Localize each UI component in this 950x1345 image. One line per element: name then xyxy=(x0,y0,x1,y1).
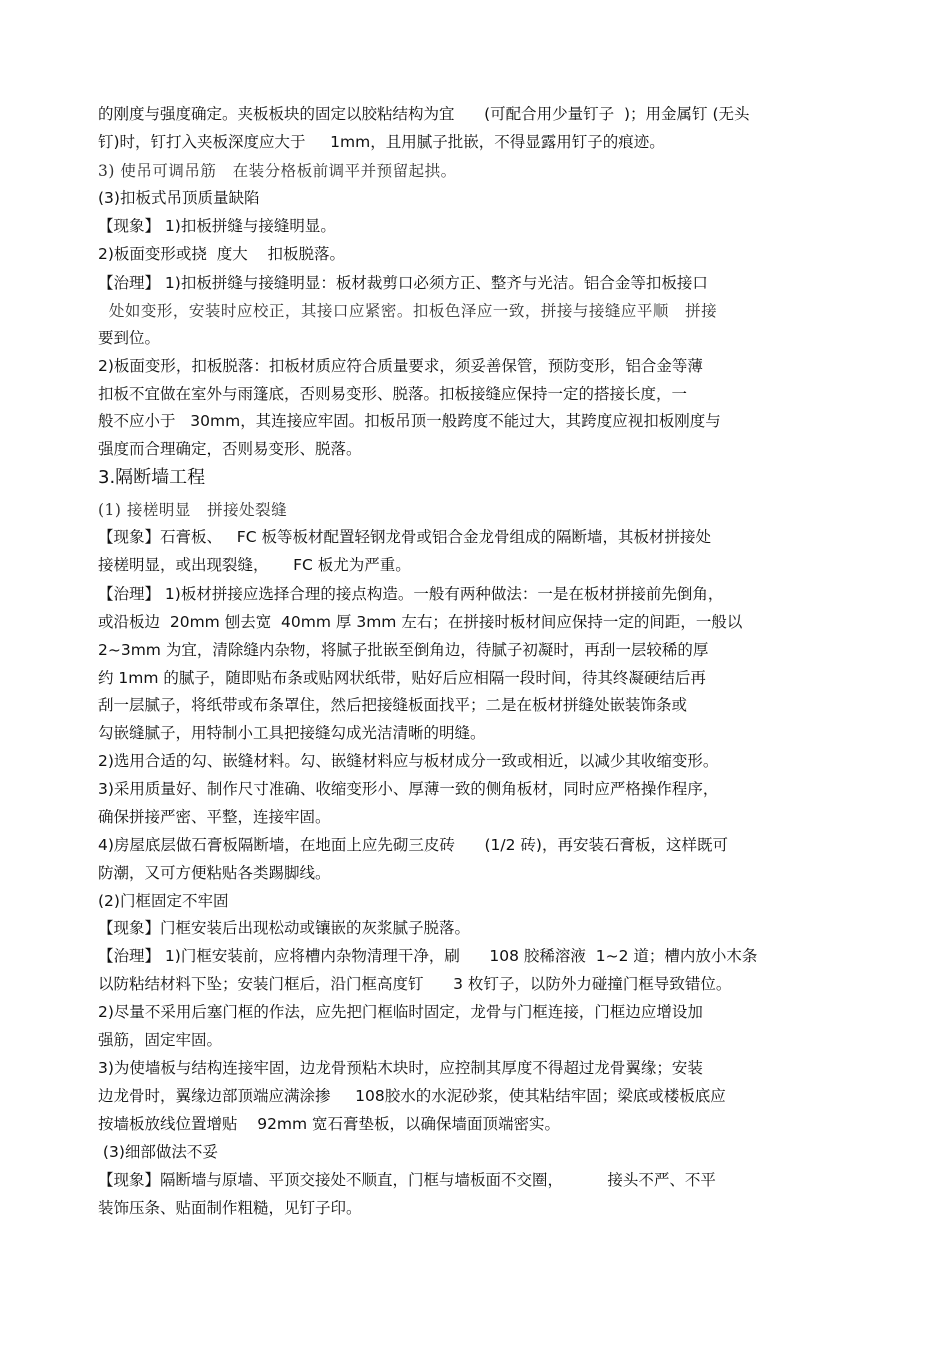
text-line: 4)房屋底层做石膏板隔断墙，在地面上应先砌三皮砖 (1/2 砖)，再安装石膏板，这样既可 xyxy=(98,836,728,854)
text-line: 钉)时，钉打入夹板深度应大于 1mm，且用腻子批嵌，不得显露用钉子的痕迹。 xyxy=(98,133,665,151)
section-heading: (2)门框固定不牢固 xyxy=(98,892,229,910)
text-line: 2)板面变形或挠 度大 扣板脱落。 xyxy=(98,245,345,263)
text-line: 确保拼接严密、平整，连接牢固。 xyxy=(98,808,331,826)
text-line: 处如变形，安装时应校正，其接口应紧密。扣板色泽应一致，拼接与接缝应平顺 拼接 xyxy=(98,302,718,320)
text-line: 2)选用合适的勾、嵌缝材料。勾、嵌缝材料应与板材成分一致或相近，以减少其收缩变形。 xyxy=(98,752,719,770)
text-line: 3) 使吊可调吊筋 在装分格板前调平并预留起拱。 xyxy=(98,162,457,180)
text-line: 2)尽量不采用后塞门框的作法，应先把门框临时固定，龙骨与门框连接，门框边应增设加 xyxy=(98,1003,703,1021)
text-line: 装饰压条、贴面制作粗糙，见钉子印。 xyxy=(98,1199,362,1217)
text-line: 强度而合理确定，否则易变形、脱落。 xyxy=(98,440,362,458)
text-line: 刮一层腻子，将纸带或布条罩住，然后把接缝板面找平；二是在板材拼缝处嵌装饰条或 xyxy=(98,696,688,714)
text-line: 或沿板边 20mm 刨去宽 40mm 厚 3mm 左右；在拼接时板材间应保持一定的间距，一般以 xyxy=(98,613,743,631)
text-line: 强筋，固定牢固。 xyxy=(98,1031,223,1049)
text-line: 约 1mm 的腻子，随即贴布条或贴网状纸带，贴好后应相隔一段时间，待其终凝硬结后再 xyxy=(98,669,706,687)
chapter-heading: 3.隔断墙工程 xyxy=(98,467,206,488)
text-line: 防潮，又可方便粘贴各类踢脚线。 xyxy=(98,864,331,882)
text-line: 按墙板放线位置增贴 92mm 宽石膏垫板，以确保墙面顶端密实。 xyxy=(98,1115,561,1133)
text-line: 3)采用质量好、制作尺寸准确、收缩变形小、厚薄一致的侧角板材，同时应严格操作程序， xyxy=(98,780,719,798)
text-line: 般不应小于 30mm，其连接应牢固。扣板吊顶一般跨度不能过大，其跨度应视扣板刚度与 xyxy=(98,412,721,430)
section-heading: (3)细部做法不妥 xyxy=(98,1143,218,1161)
text-line: 接槎明显，或出现裂缝， FC 板尤为严重。 xyxy=(98,556,411,574)
text-line: 【治理】 1)板材拼接应选择合理的接点构造。一般有两种做法：一是在板材拼接前先倒角， xyxy=(98,585,724,603)
text-line: 的刚度与强度确定。夹板板块的固定以胶粘结构为宜 (可配合用少量钉子 )；用金属钉 (无头 xyxy=(98,105,750,123)
text-line: 【治理】 1)扣板拼缝与接缝明显：板材裁剪口必须方正、整齐与光洁。铝合金等扣板接口 xyxy=(98,274,708,292)
text-line: 扣板不宜做在室外与雨篷底，否则易变形、脱落。扣板接缝应保持一定的搭接长度，一 xyxy=(98,385,688,403)
text-line: 2)板面变形，扣板脱落：扣板材质应符合质量要求，须妥善保管，预防变形，铝合金等薄 xyxy=(98,357,703,375)
text-line: 要到位。 xyxy=(98,329,161,347)
text-line: 勾嵌缝腻子，用特制小工具把接缝勾成光洁清晰的明缝。 xyxy=(98,724,486,742)
text-line: 【治理】 1)门框安装前，应将槽内杂物清理干净，刷 108 胶稀溶液 1~2 道；槽内放小木条 xyxy=(98,947,758,965)
section-heading: (3)扣板式吊顶质量缺陷 xyxy=(98,189,260,207)
text-line: 【现象】 1)扣板拼缝与接缝明显。 xyxy=(98,217,336,235)
text-line: 3)为使墙板与结构连接牢固，边龙骨预粘木块时，应控制其厚度不得超过龙骨翼缘；安装 xyxy=(98,1059,703,1077)
text-line: 2~3mm 为宜，清除缝内杂物，将腻子批嵌至倒角边，待腻子初凝时，再刮一层较稀的厚 xyxy=(98,641,709,659)
section-heading: (1) 接槎明显 拼接处裂缝 xyxy=(98,501,288,519)
text-line: 【现象】石膏板、 FC 板等板材配置轻钢龙骨或铝合金龙骨组成的隔断墙，其板材拼接处 xyxy=(98,528,711,546)
text-line: 边龙骨时，翼缘边部顶端应满涂掺 108胶水的水泥砂浆，使其粘结牢固；梁底或楼板底应 xyxy=(98,1087,726,1105)
text-line: 【现象】隔断墙与原墙、平顶交接处不顺直，门框与墙板面不交圈， 接头不严、不平 xyxy=(98,1171,716,1189)
text-line: 【现象】门框安装后出现松动或镶嵌的灰浆腻子脱落。 xyxy=(98,919,471,937)
text-line: 以防粘结材料下坠；安装门框后，沿门框高度钉 3 枚钉子，以防外力碰撞门框导致错位。 xyxy=(98,975,732,993)
